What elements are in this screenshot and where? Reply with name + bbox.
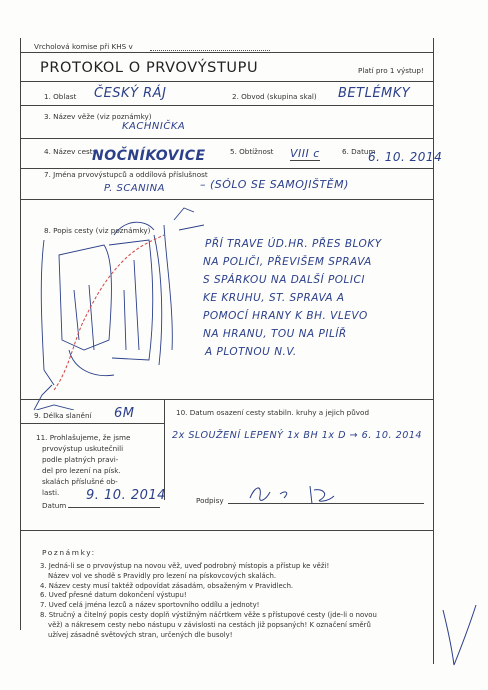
value-prvovystup: P. SCANINA xyxy=(104,183,165,194)
rule-7 xyxy=(20,423,164,424)
declaration-line-1: 11. Prohlašujeme, že jsme xyxy=(36,433,131,442)
note-item: 7. Uveď celá jména lezců a název sportovního oddílu a jednoty! xyxy=(40,601,260,610)
popis-line-2: NA POLIČI, PŘEVIŠEM SPRAVA xyxy=(203,256,372,268)
value-prvovystup-note: – (SÓLO SE SAMOJIŠTĚM) xyxy=(200,178,349,191)
label-vez: 3. Název věže (viz poznámky) xyxy=(44,112,152,121)
pen-stroke xyxy=(438,600,478,670)
rule-3 xyxy=(20,138,434,139)
frame-right xyxy=(433,38,434,664)
note-item: věž) a nákresem cesty nebo nástupu v závislosti na cestách již popsaných! K označení směrů xyxy=(48,620,371,629)
label-cesta: 4. Název cesty xyxy=(44,147,97,156)
label-delka: 9. Délka slanění xyxy=(34,411,92,420)
popis-line-1: PŘÍ TRAVE ÚD.HR. PŘES BLOKY xyxy=(205,238,382,250)
value-cesta: NOČNÍKOVICE xyxy=(92,148,206,164)
declaration-line-4: del pro lezení na písk. xyxy=(42,466,121,475)
note-item: 8. Stručný a čitelný popis cesty doplň výstižným náčrtkem věže s přístupové cesty (jde-li o novou xyxy=(40,610,377,619)
label-popis: 8. Popis cesty (viz poznámky) xyxy=(44,226,151,235)
label-datum-podpis: Datum xyxy=(42,501,67,510)
label-podpisy: Podpisy xyxy=(196,496,224,505)
popis-line-6: NA HRANU, TOU NA PILÍŘ xyxy=(203,328,347,340)
value-datum: 6. 10. 2014 xyxy=(368,150,443,164)
rule-1 xyxy=(20,81,434,82)
label-obvod: 2. Obvod (skupina skal) xyxy=(232,92,317,101)
valid-note: Platí pro 1 výstup! xyxy=(358,66,424,75)
page-title: PROTOKOL O PRVOVÝSTUPU xyxy=(40,60,259,76)
value-vez: KACHNIČKA xyxy=(122,121,186,132)
value-obtiznost: VIII c xyxy=(290,147,320,160)
note-item: 3. Jedná-li se o prvovýstup na novou věž, uveď podrobný místopis a přístup ke věži! xyxy=(40,562,330,570)
note-item: Název vol ve shodě s Pravidly pro lezení na pískovcových skalách. xyxy=(48,571,277,580)
declaration-line-3: podle platných pravi- xyxy=(42,455,119,464)
declaration-line-2: prvovýstup uskutečnili xyxy=(42,444,124,453)
label-obtiznost: 5. Obtížnost xyxy=(230,147,274,156)
note-item: 4. Název cesty musí taktéž odpovídat zásadám, obsaženým v Pravidlech. xyxy=(40,581,294,590)
label-datum: 6. Datum xyxy=(342,147,376,156)
sketch-topo xyxy=(14,200,204,410)
rule-6 xyxy=(20,399,434,400)
popis-line-3: S SPÁRKOU NA DALŠÍ POLICI xyxy=(203,274,365,286)
note-item: užívej zásadně světových stran, určených dle busoly! xyxy=(48,630,233,639)
col-divider xyxy=(164,400,165,500)
frame-top xyxy=(20,52,434,53)
signature-image xyxy=(240,478,360,508)
label-oblast: 1. Oblast xyxy=(44,92,77,101)
popis-line-4: KE KRUHU, ST. SPRAVA A xyxy=(203,292,345,304)
committee-line: Vrcholová komise při KHS v xyxy=(34,42,133,51)
declaration-line-5: skalách příslušné ob- xyxy=(42,477,118,486)
notes-heading: Poznámky: xyxy=(42,548,96,557)
datum-underline xyxy=(68,507,160,508)
popis-line-5: POMOCÍ HRANY K BH. VLEVO xyxy=(203,310,368,322)
note-item: 6. Uveď přesné datum dokončení výstupu! xyxy=(40,591,187,600)
notes-list xyxy=(40,562,430,640)
label-prvovystup: 7. Jména prvovýstupců a oddílová příslušnost xyxy=(44,170,208,179)
value-osazeni: 2x SLOUŽENÍ LEPENÝ 1x BH 1x D → 6. 10. 2014 xyxy=(172,430,423,441)
rule-8 xyxy=(20,530,434,531)
label-osazeni: 10. Datum osazení cesty stabiln. kruhy a jejich původ xyxy=(176,408,370,417)
value-oblast: ČESKÝ RÁJ xyxy=(94,86,167,101)
rule-4 xyxy=(20,168,434,169)
value-datum-podpis: 9. 10. 2014 xyxy=(86,488,166,503)
declaration-line-6: lasti. xyxy=(42,488,60,497)
value-delka: 6M xyxy=(114,406,135,421)
committee-underline xyxy=(150,50,270,51)
value-obvod: BETLÉMKY xyxy=(338,86,411,101)
rule-2 xyxy=(20,105,434,106)
popis-line-7: A PLOTNOU N.V. xyxy=(205,346,297,358)
